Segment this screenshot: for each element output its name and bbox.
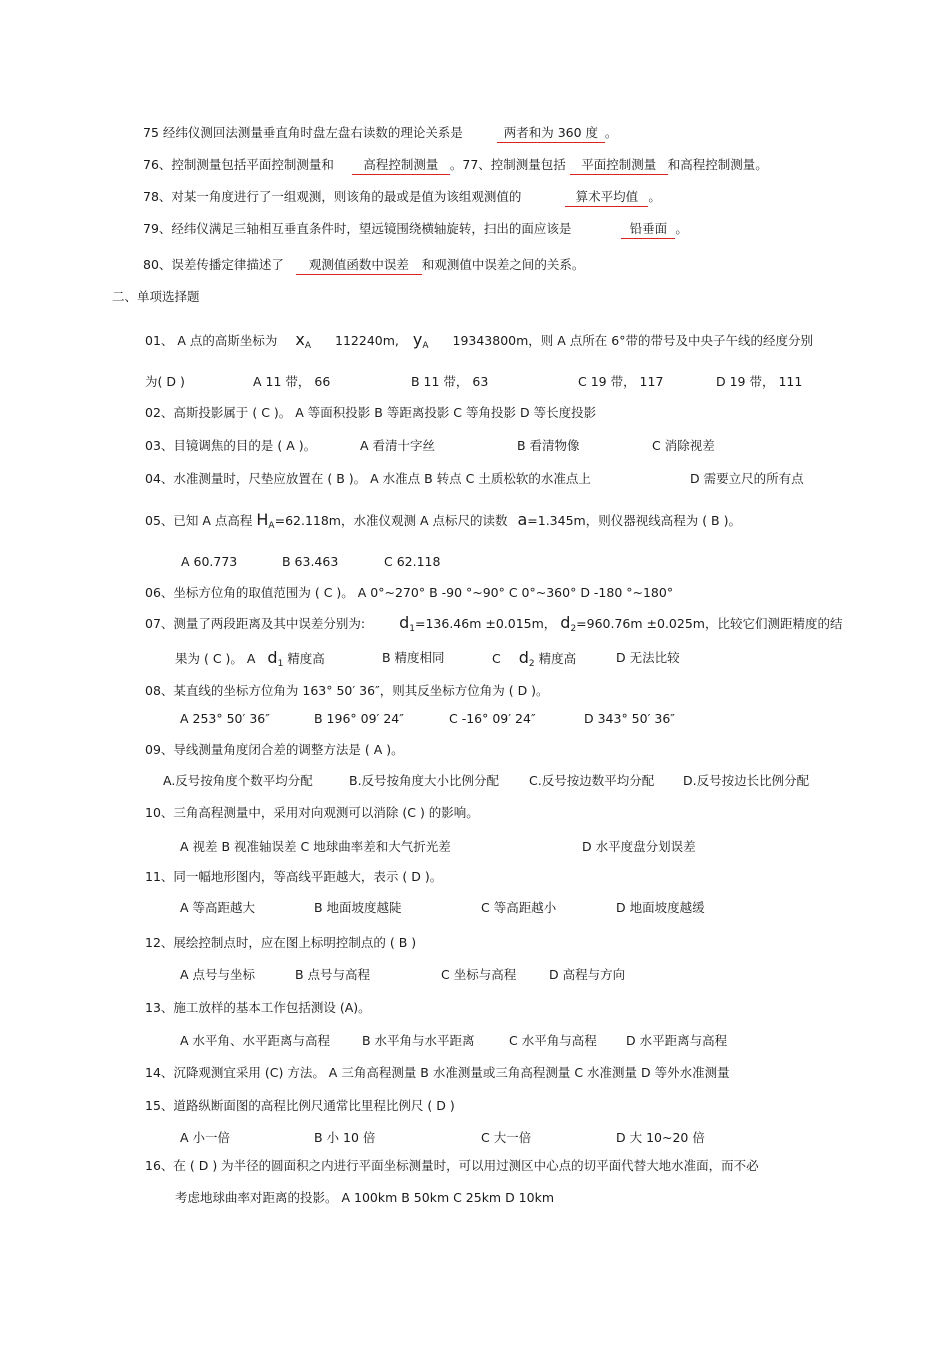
option-c: C 水平角与高程 <box>509 1033 597 1048</box>
section-title: 二、单项选择题 <box>112 289 200 304</box>
question-text: 75 经纬仪测回法测量垂直角时盘左盘右读数的理论关系是 <box>143 125 463 140</box>
question-text: 05、已知 A 点高程 <box>145 513 253 528</box>
option-b: B 地面坡度越陡 <box>314 900 402 915</box>
answer-blank: 算术平均值 <box>565 188 648 207</box>
option-d: D 19 带， 111 <box>716 374 803 389</box>
option-d: D 高程与方向 <box>549 967 626 982</box>
question-08: 08、某直线的坐标方位角为 163° 50′ 36″，则其反坐标方位角为 ( D )。 <box>145 683 549 698</box>
question-text: 。 <box>675 221 688 236</box>
option-b: B 11 带， 63 <box>411 374 489 389</box>
question-text: 76、控制测量包括平面控制测量和 <box>143 157 334 172</box>
question-07-options <box>175 649 325 673</box>
answer-blank: 两者和为 360 度 <box>497 124 605 143</box>
option-a: A 看清十字丝 <box>360 438 436 453</box>
option-a: A 11 带， 66 <box>253 374 331 389</box>
option-b: B 点号与高程 <box>295 967 371 982</box>
option-b: B.反号按角度大小比例分配 <box>349 773 500 788</box>
symbol-sub: A <box>304 341 312 351</box>
option-b: B 精度相同 <box>382 650 445 665</box>
option-d: D 大 10~20 倍 <box>616 1130 705 1145</box>
symbol-a: a <box>517 510 528 529</box>
question-13: 13、施工放样的基本工作包括测设 (A)。 <box>145 1000 371 1015</box>
option-b: B 196° 09′ 24″ <box>314 711 404 726</box>
option-c <box>492 649 576 673</box>
question-01 <box>145 331 813 355</box>
symbol-sub: 1 <box>277 659 284 669</box>
option-a: A 253° 50′ 36″ <box>180 711 270 726</box>
option-c: C -16° 09′ 24″ <box>449 711 536 726</box>
symbol-d: d <box>399 613 410 632</box>
question-text: 01、 A 点的高斯坐标为 <box>145 333 278 348</box>
option-text: 精度高 <box>534 651 577 666</box>
question-05 <box>145 511 741 535</box>
symbol-d: d <box>267 648 278 667</box>
question-80 <box>143 256 584 275</box>
answer-blank: 平面控制测量 <box>570 156 668 175</box>
question-text: 。 <box>648 189 661 204</box>
symbol-sub: 2 <box>528 659 535 669</box>
option-c: C 62.118 <box>384 554 441 569</box>
option-a: A 水平角、水平距离与高程 <box>180 1033 331 1048</box>
answer-blank: 铅垂面 <box>621 220 675 239</box>
option-abc: A 视差 B 视准轴误差 C 地球曲率差和大气折光差 <box>180 839 451 854</box>
option-c: C 消除视差 <box>652 438 715 453</box>
question-10: 10、三角高程测量中，采用对向观测可以消除 (C ) 的影响。 <box>145 805 479 820</box>
answer-blank: 高程控制测量 <box>352 156 450 175</box>
symbol-d: d <box>518 648 529 667</box>
question-07 <box>145 614 842 638</box>
value-text: 112240m, <box>335 333 399 348</box>
symbol-sub: A <box>268 521 275 531</box>
question-15: 15、道路纵断面图的高程比例尺通常比里程比例尺 ( D ) <box>145 1098 455 1113</box>
question-text: 07、测量了两段距离及其中误差分别为: <box>145 616 366 631</box>
question-16-options: 考虑地球曲率对距离的投影。 A 100km B 50km C 25km D 10km <box>175 1190 555 1205</box>
symbol-sub: 2 <box>570 624 577 634</box>
option-d: D.反号按边长比例分配 <box>683 773 810 788</box>
option-b: B 小 10 倍 <box>314 1130 376 1145</box>
question-text: 80、误差传播定律描述了 <box>143 257 284 272</box>
question-79 <box>143 220 688 239</box>
symbol-sub: A <box>422 341 429 351</box>
question-14: 14、沉降观测宜采用 (C) 方法。 A 三角高程测量 B 水准测量或三角高程测量 C 水准测量 D 等外水准测量 <box>145 1065 730 1080</box>
question-text: =1.345m，则仪器视线高程为 ( B )。 <box>527 513 741 528</box>
symbol-d: d <box>560 613 571 632</box>
option-c: C 大一倍 <box>481 1130 532 1145</box>
option-c: C.反号按边数平均分配 <box>529 773 655 788</box>
question-78 <box>143 188 661 207</box>
option-a: A 点号与坐标 <box>180 967 256 982</box>
answer-blank: 观测值函数中误差 <box>296 256 422 275</box>
question-11: 11、同一幅地形图内，等高线平距越大，表示 ( D )。 <box>145 869 443 884</box>
option-a: A.反号按角度个数平均分配 <box>163 773 313 788</box>
symbol-h: H <box>256 510 269 529</box>
question-text: 78、对某一角度进行了一组观测，则该角的最或是值为该组观测值的 <box>143 189 522 204</box>
option-a: A 60.773 <box>181 554 238 569</box>
option-a: A 小一倍 <box>180 1130 231 1145</box>
symbol-y: y <box>412 330 423 349</box>
option-d: D 343° 50′ 36″ <box>584 711 675 726</box>
value-text: 19343800m，则 A 点所在 6°带的带号及中央子午线的经度分别 <box>452 333 813 348</box>
option-c: C 坐标与高程 <box>441 967 517 982</box>
option-a: A 等高距越大 <box>180 900 256 915</box>
question-16: 16、在 ( D ) 为半径的圆面积之内进行平面坐标测量时，可以用过测区中心点的切平面代替大地水准面，而不必 <box>145 1158 759 1173</box>
question-02: 02、高斯投影属于 ( C )。 A 等面积投影 B 等距离投影 C 等角投影 D 等长度投影 <box>145 405 597 420</box>
question-text: =136.46m ±0.015m， <box>415 616 557 631</box>
question-text: 。 <box>604 125 618 140</box>
option-c-label: C <box>492 651 501 666</box>
question-09: 09、导线测量角度闭合差的调整方法是 ( A )。 <box>145 742 404 757</box>
question-text: =62.118m，水准仪观测 A 点标尺的读数 <box>274 513 508 528</box>
question-06: 06、坐标方位角的取值范围为 ( C )。 A 0°~270° B -90 °~90° C 0°~360° D -180 °~180° <box>145 585 674 600</box>
answer-text: 为( D ) <box>145 374 185 389</box>
question-03: 03、目镜调焦的目的是 ( A )。 <box>145 438 317 453</box>
question-text: 。77、控制测量包括 <box>449 157 566 172</box>
option-a: 精度高 <box>283 651 325 666</box>
symbol-x: x <box>295 330 305 349</box>
question-text: =960.76m ±0.025m，比较它们测距精度的结 <box>576 616 843 631</box>
option-c: C 等高距越小 <box>481 900 557 915</box>
option-c: C 19 带， 117 <box>578 374 664 389</box>
question-76-77 <box>143 156 768 175</box>
option-b: B 水平角与水平距离 <box>362 1033 475 1048</box>
option-d: D 水平度盘分划误差 <box>582 839 696 854</box>
question-text: 和高程控制测量。 <box>667 157 768 172</box>
symbol-sub: 1 <box>409 624 415 634</box>
option-b: B 看清物像 <box>517 438 580 453</box>
question-12: 12、展绘控制点时，应在图上标明控制点的 ( B ) <box>145 935 417 950</box>
option-d: D 需要立尺的所有点 <box>690 471 804 486</box>
question-text: 79、经纬仪满足三轴相互垂直条件时，望远镜围绕横轴旋转，扫出的面应该是 <box>143 221 572 236</box>
question-75 <box>143 124 617 143</box>
option-d: D 水平距离与高程 <box>626 1033 728 1048</box>
question-text: 果为 ( C )。 A <box>175 651 256 666</box>
option-b: B 63.463 <box>282 554 339 569</box>
question-04: 04、水准测量时，尺垫应放置在 ( B )。 A 水准点 B 转点 C 土质松软的水准点上 <box>145 471 591 486</box>
question-text: 和观测值中误差之间的关系。 <box>421 257 585 272</box>
option-d: D 无法比较 <box>616 650 680 665</box>
option-d: D 地面坡度越缓 <box>616 900 705 915</box>
